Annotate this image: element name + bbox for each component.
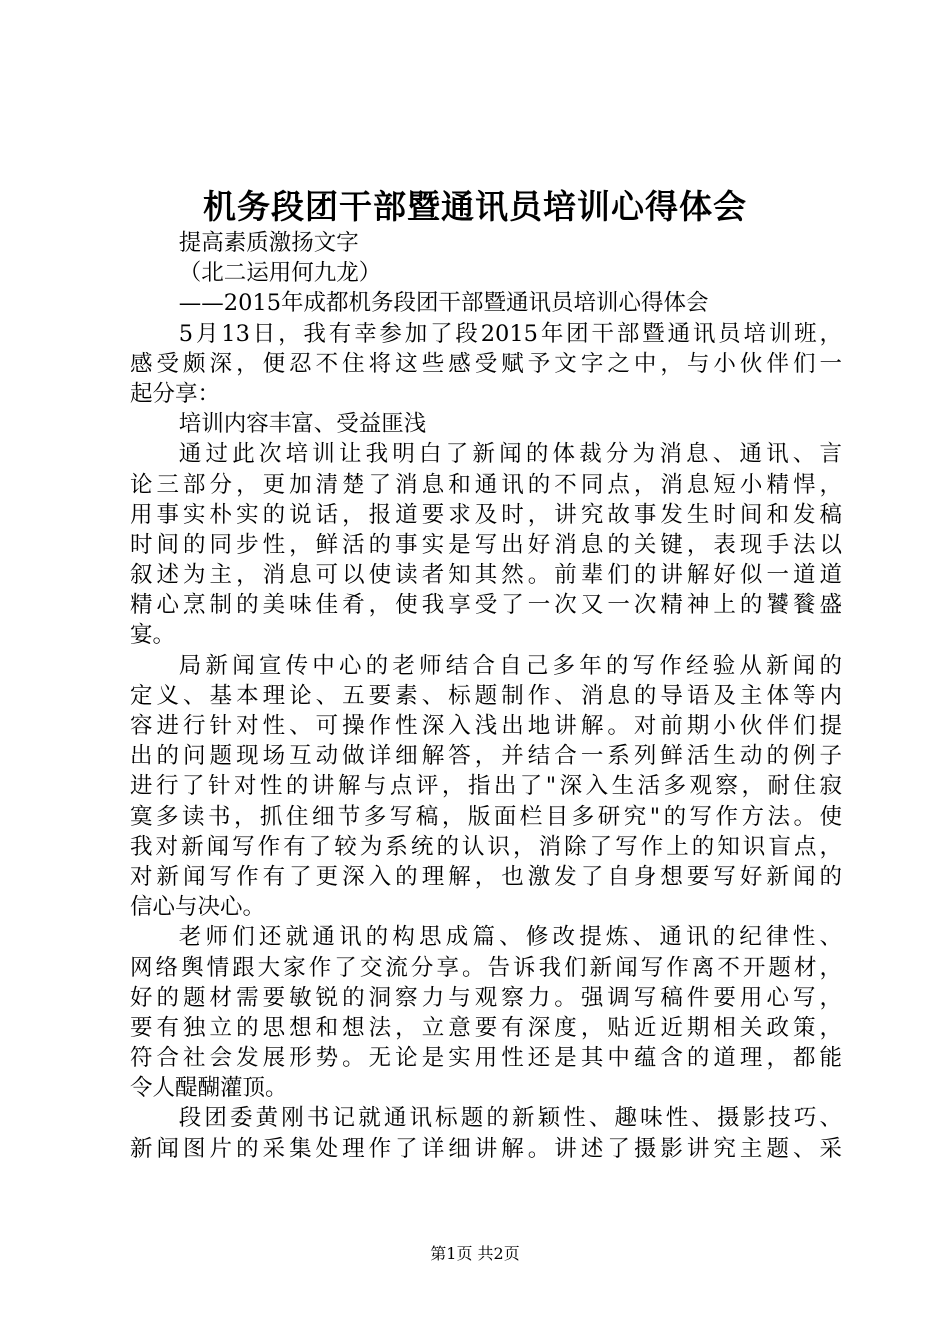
- body-line: 通过此次培训让我明白了新闻的体裁分为消息、通讯、言: [178, 441, 842, 468]
- body-line: 用事实朴实的说话，报道要求及时，讲究故事发生时间和发稿: [130, 501, 842, 528]
- body-line: 老师们还就通讯的构思成篇、修改提炼、通讯的纪律性、: [178, 924, 842, 951]
- body-line: 寞多读书，抓住细节多写稿，版面栏目多研究"的写作方法。使: [130, 803, 842, 830]
- body-line: 信心与决心。: [130, 894, 266, 921]
- body-line: （北二运用何九龙）: [178, 260, 382, 287]
- body-line: 精心烹制的美味佳肴，使我享受了一次又一次精神上的饕餮盛: [130, 592, 842, 619]
- body-line: 叙述为主，消息可以使读者知其然。前辈们的讲解好似一道道: [130, 562, 842, 589]
- body-line: 5月13日，我有幸参加了段2015年团干部暨通讯员培训班，: [178, 320, 842, 347]
- body-line: 令人醍醐灌顶。: [130, 1075, 288, 1102]
- body-line: 局新闻宣传中心的老师结合自己多年的写作经验从新闻的: [178, 652, 842, 679]
- body-line: 出的问题现场互动做详细解答，并结合一系列鲜活生动的例子: [130, 743, 842, 770]
- body-line: 进行了针对性的讲解与点评，指出了"深入生活多观察，耐住寂: [130, 773, 842, 800]
- body-line: ——2015年成都机务段团干部暨通讯员培训心得体会: [178, 290, 709, 317]
- body-line: 好的题材需要敏锐的洞察力与观察力。强调写稿件要用心写，: [130, 984, 842, 1011]
- body-line: 定义、基本理论、五要素、标题制作、消息的导语及主体等内: [130, 682, 842, 709]
- body-line: 容进行针对性、可操作性深入浅出地讲解。对前期小伙伴们提: [130, 713, 842, 739]
- body-line: 我对新闻写作有了较为系统的认识，消除了写作上的知识盲点，: [130, 833, 842, 860]
- body-line: 宴。: [130, 622, 176, 649]
- body-line: 要有独立的思想和想法，立意要有深度，贴近近期相关政策，: [130, 1014, 842, 1041]
- body-line: 起分享：: [130, 380, 221, 407]
- document-title: 机务段团干部暨通讯员培训心得体会: [203, 187, 747, 226]
- body-line: 论三部分，更加清楚了消息和通讯的不同点，消息短小精悍，: [130, 471, 842, 498]
- body-line: 提高素质激扬文字: [178, 230, 359, 256]
- page-footer: 第1页 共2页: [430, 1244, 520, 1263]
- body-line: 段团委黄刚书记就通讯标题的新颖性、趣味性、摄影技巧、: [178, 1105, 842, 1132]
- body-line: 对新闻写作有了更深入的理解，也激发了自身想要写好新闻的: [130, 863, 842, 890]
- body-line: 新闻图片的采集处理作了详细讲解。讲述了摄影讲究主题、采: [130, 1135, 842, 1162]
- document-body: [130, 228, 842, 1164]
- body-line: 时间的同步性，鲜活的事实是写出好消息的关键，表现手法以: [130, 531, 842, 558]
- body-line: 网络舆情跟大家作了交流分享。告诉我们新闻写作离不开题材，: [130, 954, 842, 981]
- body-line: 符合社会发展形势。无论是实用性还是其中蕴含的道理，都能: [130, 1045, 842, 1072]
- body-line: 感受颇深，便忍不住将这些感受赋予文字之中，与小伙伴们一: [130, 350, 842, 377]
- body-line: 培训内容丰富、受益匪浅: [178, 411, 427, 438]
